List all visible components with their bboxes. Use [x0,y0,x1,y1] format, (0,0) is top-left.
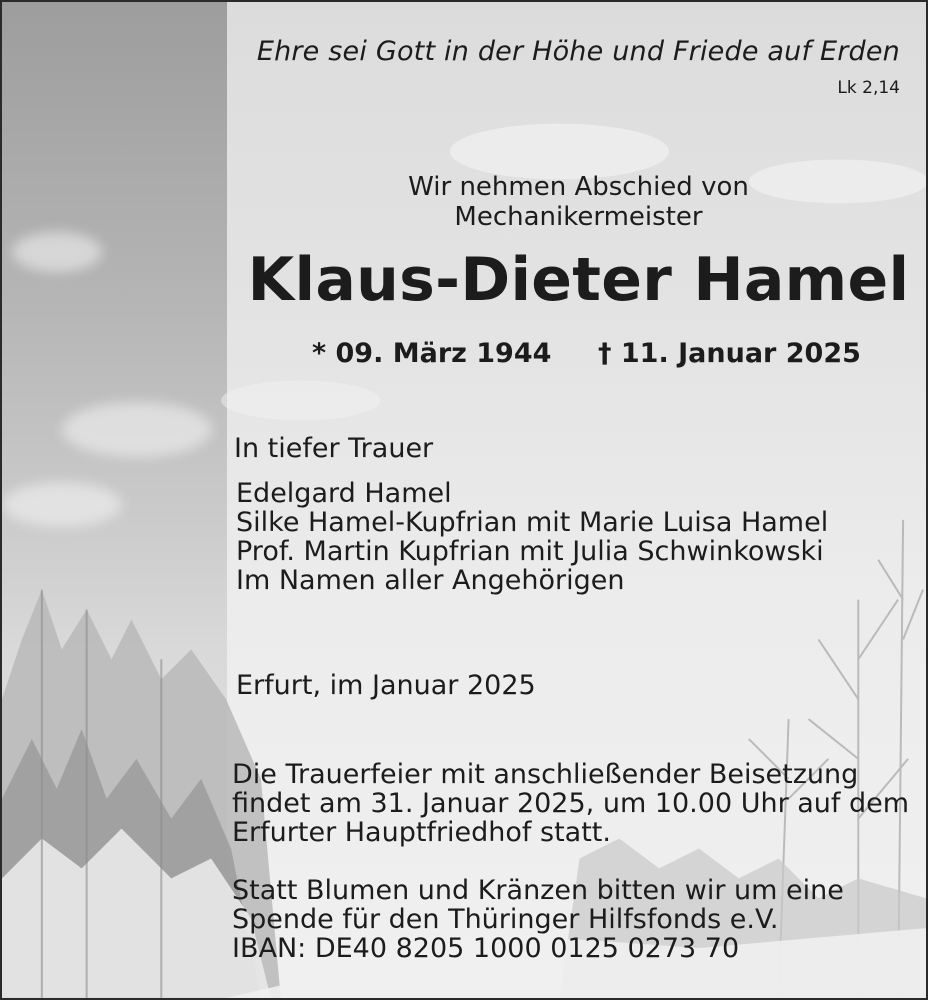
family-list [236,479,916,595]
place-and-date: Erfurt, im Januar 2025 [236,670,536,701]
service-line: Erfurter Hauptfriedhof statt. [232,817,611,848]
bible-verse-reference: Lk 2,14 [837,78,900,98]
service-line: Die Trauerfeier mit anschließender Beisetzung [232,759,859,790]
family-member: Edelgard Hamel [236,478,452,509]
intro-line-1: Wir nehmen Abschied von [408,172,749,202]
family-member: Silke Hamel-Kupfrian mit Marie Luisa Hamel [236,507,829,538]
funeral-service-info [232,760,922,847]
deceased-name: Klaus-Dieter Hamel [247,245,910,315]
service-line: findet am 31. Januar 2025, um 10.00 Uhr auf dem [232,788,910,819]
family-member: Im Namen aller Angehörigen [236,565,625,596]
intro-line-2: Mechanikermeister [454,202,703,232]
donation-line: Spende für den Thüringer Hilfsfonds e.V. [232,904,779,935]
iban-line: IBAN: DE40 8205 1000 0125 0273 70 [232,933,740,964]
bible-quote: Ehre sei Gott in der Höhe und Friede auf Erden [256,36,900,67]
donation-info [232,876,922,963]
donation-line: Statt Blumen und Kränzen bitten wir um eine [232,875,844,906]
family-member: Prof. Martin Kupfrian mit Julia Schwinkowski [236,536,824,567]
death-date: † 11. Januar 2025 [598,338,861,369]
birth-date: * 09. März 1944 [312,338,552,369]
mourning-line: In tiefer Trauer [234,433,434,464]
